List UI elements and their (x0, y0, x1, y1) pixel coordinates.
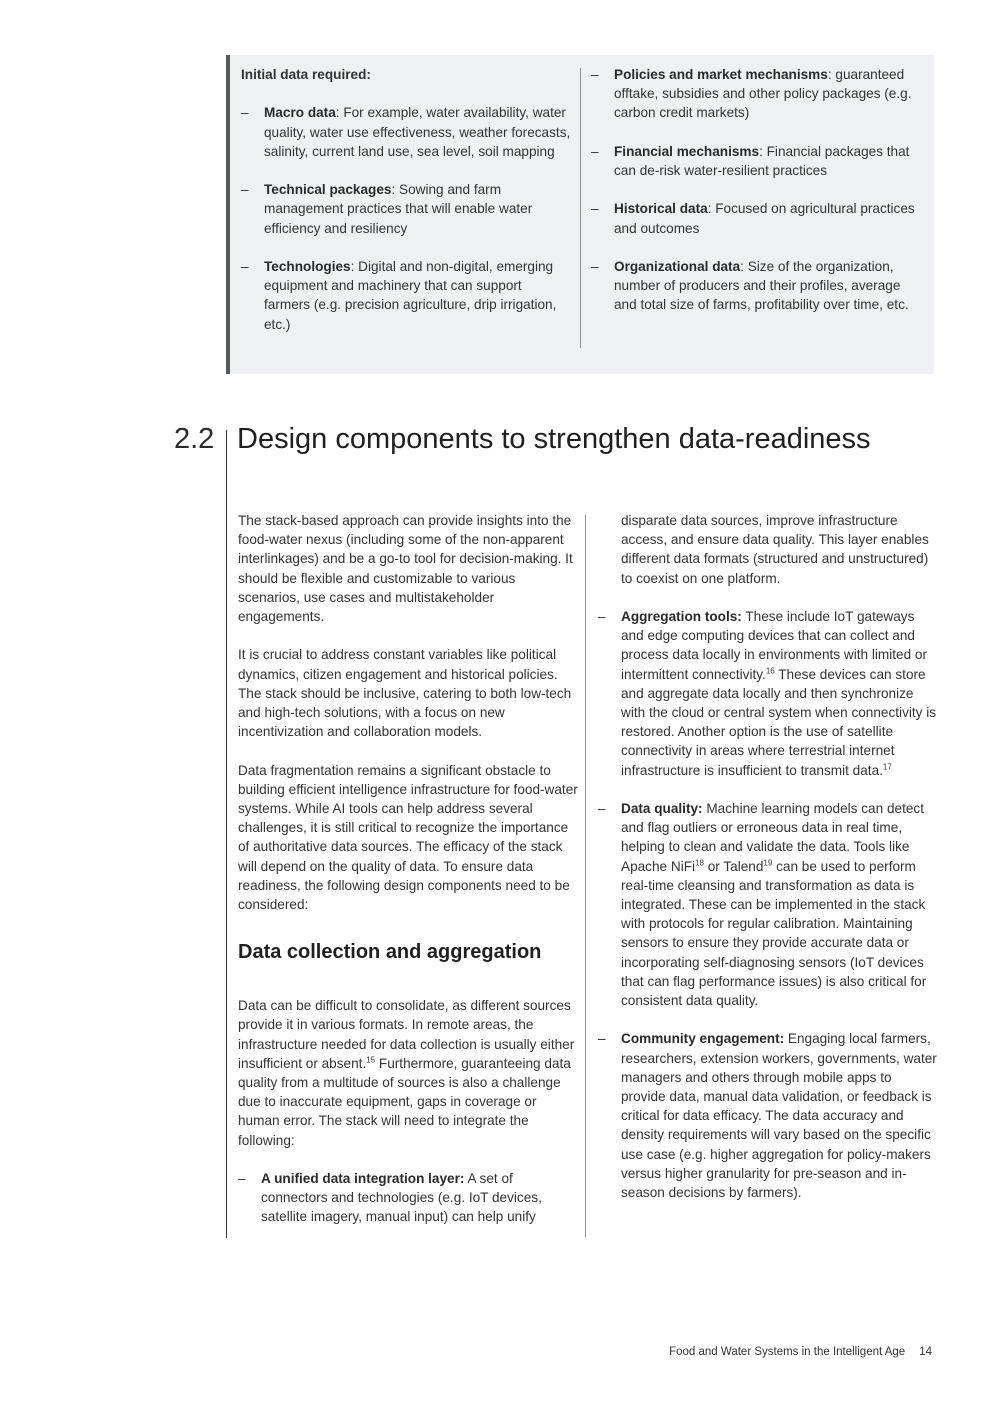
box-right-column (591, 65, 921, 334)
dash-bullet: – (591, 258, 599, 274)
box-item-financial (591, 142, 921, 180)
list-item-aggregation-tools: – Aggregation tools: These include IoT gateways and edge computing devices that can collect and process data locally in environments with limited or intermittent connectivity.$^{16}$ These devices can store and aggregate data locally and then synchronize with the cloud or central system when connectivity is restored. Another option is the use of satellite connectivity in areas where terrestrial internet infrastructure is insufficient to transmit data.$^{17}$ (598, 609, 937, 778)
dash-bullet: – (238, 1171, 246, 1187)
subheading: Data collection and aggregation (238, 941, 542, 964)
box-item-policies (591, 65, 921, 123)
item-label: Financial mechanisms (614, 143, 760, 159)
item-text: disparate data sources, improve infrastructure access, and ensure data quality. This layer enables different data formats (structured and unstructured) to coexist on one platform. (621, 513, 929, 586)
item-label: Historical data (614, 201, 708, 217)
body-left-column (238, 511, 578, 1246)
item-text: : Financial packages that can de-risk water-resilient practices (614, 143, 910, 178)
item-label: Organizational data (614, 258, 741, 274)
initial-data-box (226, 55, 934, 374)
item-text: : guaranteed offtake, subsidies and other policy packages (e.g. carbon credit markets) (614, 67, 912, 121)
paragraph-consolidate: Data can be difficult to consolidate, as different sources provide it in various formats. In remote areas, the infrastructure needed for data collection is usually either insufficient or absent.$^{15}$ Furthermore, guaranteeing data quality from a multitude of sources is also a challenge due to inaccurate equipment, gaps in coverage or human error. The stack will need to integrate the following: (238, 998, 575, 1148)
section-title: Design components to strengthen data-readiness (237, 423, 871, 455)
box-item-technologies (241, 257, 571, 334)
item-text: : Sowing and farm management practices that will enable water efficiency and resiliency (264, 182, 533, 236)
item-text: : Digital and non-digital, emerging equipment and machinery that can support farmers (e.g. precision agriculture, drip irrigation, etc.) (264, 258, 557, 332)
item-text: : Size of the organization, number of producers and their profiles, average and total size of farms, profitability over time, etc. (614, 258, 909, 313)
footer-title: Food and Water Systems in the Intelligent Age (669, 1346, 906, 1358)
dash-bullet: – (241, 258, 249, 274)
dash-bullet: – (591, 143, 599, 159)
item-label: A unified data integration layer: (261, 1171, 465, 1187)
list-item-integration-layer (238, 1169, 578, 1227)
page-footer (669, 1346, 932, 1358)
item-text: Engaging local farmers, researchers, extension workers, governments, water managers and others through mobile apps to provide data, manual data validation, or feedback is critical for data efficacy. The data accuracy and density requirements will vary based on the specific use case (e.g. higher aggregation for policy-makers versus higher granularity for pre-season and in-season decisions by farmers). (621, 1031, 937, 1201)
body-right-column (598, 511, 938, 1221)
item-label: Technical packages (264, 182, 392, 198)
item-label: Data quality: (621, 801, 703, 817)
box-left-column (241, 65, 571, 353)
dash-bullet: – (591, 67, 599, 82)
footnote-ref: 18 (695, 858, 704, 868)
section-number: 2.2 (174, 423, 215, 455)
dash-bullet: – (598, 801, 606, 817)
box-item-macro-data (241, 103, 571, 161)
item-label: Technologies (264, 258, 351, 274)
paragraph-intro: The stack-based approach can provide insights into the food-water nexus (including some of the non-apparent interlinkages) and be a go-to tool for decision-making. It should be flexible and customizable to various scenarios, use cases and multistakeholder engagements. (238, 513, 573, 625)
paragraph-variables: It is crucial to address constant variables like political dynamics, citizen engagement and historical policies. The stack should be inclusive, catering to both low-tech and high-tech solutions, with a focus on new incentivization and collaboration models. (238, 647, 572, 740)
item-text: : For example, water availability, water quality, water use effectiveness, weather forecasts, salinity, current land use, sea level, soil mapping (264, 105, 571, 159)
page-number: 14 (919, 1346, 932, 1358)
footnote-ref: 19 (763, 858, 773, 868)
item-label: Policies and market mechanisms (614, 67, 828, 82)
item-label: Macro data (264, 105, 336, 121)
box-item-organizational (591, 257, 921, 315)
footnote-ref: 17 (882, 762, 892, 772)
footnote-ref: 16 (765, 666, 775, 676)
footnote-ref: 15 (366, 1055, 376, 1065)
body-column-divider (585, 515, 586, 1237)
list-item-data-quality: – Data quality: Machine learning models can detect and flag outliers or erroneous data in real time, helping to clean and validate the data. Tools like Apache NiFi$^{18}$ or Talend$^{19}$ can be used to perform real-time cleansing and transformation as data is integrated. These can be implemented in the stack with protocols for regular calibration. Maintaining sensors to ensure they provide accurate data or incorporating self-diagnosing sensors (IoT devices that can flag performance issues) is also critical for consistent data quality. (598, 801, 927, 1009)
list-item-community-engagement (598, 1029, 938, 1202)
item-label: Aggregation tools: (621, 609, 742, 624)
dash-bullet: – (591, 201, 599, 217)
dash-bullet: – (598, 609, 606, 624)
box-heading: Initial data required: (241, 67, 371, 82)
list-item-integration-layer-cont (598, 511, 938, 588)
box-item-historical (591, 199, 921, 237)
dash-bullet: – (241, 105, 249, 121)
section-rule (226, 430, 227, 1238)
item-label: Community engagement: (621, 1031, 785, 1047)
box-column-divider (580, 68, 581, 348)
paragraph-fragmentation: Data fragmentation remains a significant obstacle to building efficient intelligence infrastructure for food-water systems. While AI tools can help address several challenges, it is still critical to recognize the importance of authoritative data sources. The efficacy of the stack will depend on the quality of data. To ensure data readiness, the following design components need to be considered: (238, 762, 578, 913)
item-text: : Focused on agricultural practices and outcomes (614, 201, 915, 236)
dash-bullet: – (598, 1031, 606, 1047)
box-item-technical-packages (241, 180, 571, 238)
item-text: A set of connectors and technologies (e.g. IoT devices, satellite imagery, manual input) can help unify (261, 1171, 542, 1225)
dash-bullet: – (241, 182, 249, 198)
